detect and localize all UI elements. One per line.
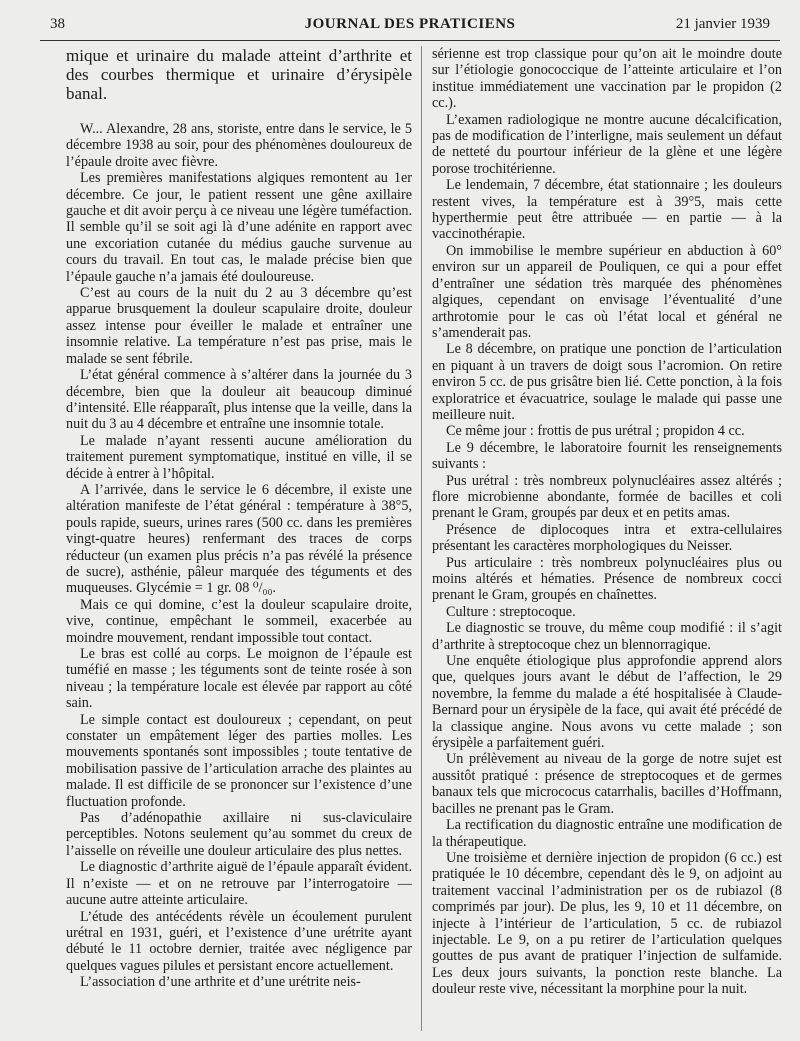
paragraph: Pas d’adénopathie axillaire ni sus-claviculaire perceptibles. Notons seulement qu’au sommet du creux de l’aisselle on réveille une douleur articulaire des plus nettes. xyxy=(66,810,412,859)
paragraph: W... Alexandre, 28 ans, storiste, entre dans le service, le 5 décembre 1938 au soir, pour des phénomènes douloureux de l’épaule droite avec fièvre. xyxy=(66,121,412,170)
paragraph: A l’arrivée, dans le service le 6 décembre, il existe une altération manifeste de l’état général : température à 38°5, pouls rapide, sueurs, urines rares (500 cc. dans les premières vingt-quatre heures) renfermant des traces de corps réducteur (un examen plus précis n’a pas révélé la présence de sucre), asthénie, pâleur marquée des téguments et des muqueuses. Glycémie = 1 gr. 08 ⁰/₀₀. xyxy=(66,481,412,597)
journal-title: JOURNAL DES PRATICIENS xyxy=(304,16,516,32)
left-column xyxy=(66,46,412,1031)
paragraph: Ce même jour : frottis de pus urétral ; propidon 4 cc. xyxy=(446,423,745,440)
paragraph: Le bras est collé au corps. Le moignon de l’épaule est tuméfié en masse ; les téguments sont de teinte rosée à son niveau ; la température locale est élevée par rapport au côté sain. xyxy=(66,646,412,712)
paragraph: Le lendemain, 7 décembre, état stationnaire ; les douleurs restent vives, la température est à 39°5, mais cette hyperthermie peut être attribuée — en partie — à la vaccinothérapie. xyxy=(432,177,782,243)
paragraph: Le 8 décembre, on pratique une ponction de l’articulation en piquant à un travers de doigt sous l’acromion. On retire environ 5 cc. de pus grisâtre bien lié. Cette ponction, à la fois exploratrice et évacuatrice, soulage le malade qui passe une meilleure nuit. xyxy=(432,341,782,423)
paragraph: Une enquête étiologique plus approfondie apprend alors que, quelques jours avant le début de l’affection, le 29 novembre, la femme du malade a été hospitalisée à Claude-Bernard pour un érysipèle de la face, qui avait été précédé de la classique angine. Nous avons vu cette malade ; son érysipèle a parfaitement guéri. xyxy=(432,653,782,752)
paragraph: L’état général commence à s’altérer dans la journée du 3 décembre, bien que la douleur ait beaucoup diminué d’intensité. Elle réapparaît, plus intense que la veille, dans la nuit du 3 au 4 décembre et entraîne une insomnie totale. xyxy=(66,367,412,433)
paragraph: Pus articulaire : très nombreux polynucléaires plus ou moins altérés et hématies. Présence de nombreux cocci prenant le Gram, groupés en chaînettes. xyxy=(432,554,782,604)
paragraph: sérienne est trop classique pour qu’on ait le moindre doute sur l’étiologie gonococcique de l’atteinte articulaire et l’on institue immédiatement une vaccination par le propidon (2 cc.). xyxy=(432,46,782,112)
paragraph: Pus urétral : très nombreux polynucléaires assez altérés ; flore microbienne abondante, formée de bacilles et coli prenant le Gram, groupés par deux et en petits amas. xyxy=(432,472,782,522)
column-divider xyxy=(421,46,422,1031)
paragraph: Le diagnostic d’arthrite aiguë de l’épaule apparaît évident. Il n’existe — et on ne retrouve par l’interrogatoire — aucune autre atteinte articulaire. xyxy=(66,859,412,909)
paragraph: On immobilise le membre supérieur en abduction à 60° environ sur un appareil de Pouliquen, ce qui a pour effet d’entraîner une sédation très marquée des phénomènes algiques, cependant on envisage l’éventualité d’une arthrotomie pour le cas où l’état local et général ne s’amenderait pas. xyxy=(432,242,782,341)
paragraph: Mais ce qui domine, c’est la douleur scapulaire droite, vive, continue, empêchant le sommeil, exacerbée au moindre mouvement, rendant impossible tout contact. xyxy=(66,596,412,646)
paragraph: mique et urinaire du malade atteint d’arthrite et des courbes thermique et urinaire d’érysipèle banal. xyxy=(66,46,412,103)
running-header xyxy=(40,14,780,41)
right-column xyxy=(432,46,782,1031)
paragraph: Le malade n’ayant ressenti aucune amélioration du traitement purement symptomatique, institué en ville, il se décide à entrer à l’hôpital. xyxy=(66,432,412,482)
paragraph: Culture : streptocoque. xyxy=(446,603,576,620)
paragraph: L’examen radiologique ne montre aucune décalcification, pas de modification de l’interligne, mais seulement un défaut de netteté du pourtour inférieur de la glène et une légère porose trochitérienne. xyxy=(432,111,782,177)
paragraph: La rectification du diagnostic entraîne une modification de la thérapeutique. xyxy=(432,817,782,850)
paragraph: C’est au cours de la nuit du 2 au 3 décembre qu’est apparue brusquement la douleur scapulaire droite, douleur assez intense pour éveiller le malade et entraîner une insomnie relative. La température n’est pas prise, mais le malade se sent fébrile. xyxy=(66,285,412,367)
paragraph: Le 9 décembre, le laboratoire fournit les renseignements suivants : xyxy=(432,439,782,473)
paragraph: Un prélèvement au niveau de la gorge de notre sujet est aussitôt pratiqué : présence de streptocoques et de germes banaux tels que micrococus catarrhalis, bacilles d’Hoffmann, bacilles ne prenant pas le Gram. xyxy=(432,751,782,817)
paragraph: Présence de diplocoques intra et extra-cellulaires présentant les caractères morphologiques du Neisser. xyxy=(432,521,782,555)
issue-date: 21 janvier 1939 xyxy=(675,16,770,32)
paragraph: Les premières manifestations algiques remontent au 1er décembre. Ce jour, le patient ressent une gêne axillaire gauche et dit avoir perçu à ce niveau une légère tuméfaction. Il semble qu’il se soit agi là d’une adénite en rapport avec une excoriation cutanée du médius gauche survenue au cours du travail. En tout cas, le malade précise bien que l’épaule gauche n’a jamais été douloureuse. xyxy=(66,170,412,285)
paragraph: Le simple contact est douloureux ; cependant, on peut constater un empâtement léger des parties molles. Les mouvements spontanés sont impossibles ; toute tentative de mobilisation passive de l’articulation arrache des plaintes au malade. Il est difficile de se prononcer sur l’existence d’une fluctuation profonde. xyxy=(66,711,412,810)
paragraph: L’étude des antécédents révèle un écoulement purulent urétral en 1931, guéri, et l’existence d’une urétrite ayant débuté le 11 octobre dernier, traitée avec négligence par quelques vagues pilules et persistant encore actuellement. xyxy=(66,908,412,974)
page-number: 38 xyxy=(50,16,65,32)
paragraph: L’association d’une arthrite et d’une urétrite neis- xyxy=(80,974,361,991)
paragraph: Une troisième et dernière injection de propidon (6 cc.) est pratiquée le 10 décembre, cependant dès le 9, on adjoint au traitement vaccinal l’administration per os de rubiazol (8 comprimés par jour). De plus, les 9, 10 et 11 décembre, on injecte à l’intérieur de l’articulation, 5 cc. de rubiazol injectable. Le 9, on a pu retirer de l’articulation quelques gouttes de pus avant de pratiquer l’injection de sulfamide. Les deux jours suivants, la ponction reste blanche. La douleur reste vive, nécessitant la morphine pour la nuit. xyxy=(432,849,782,998)
paragraph: Le diagnostic se trouve, du même coup modifié : il s’agit d’arthrite à streptocoque chez un blennorragique. xyxy=(432,620,782,653)
